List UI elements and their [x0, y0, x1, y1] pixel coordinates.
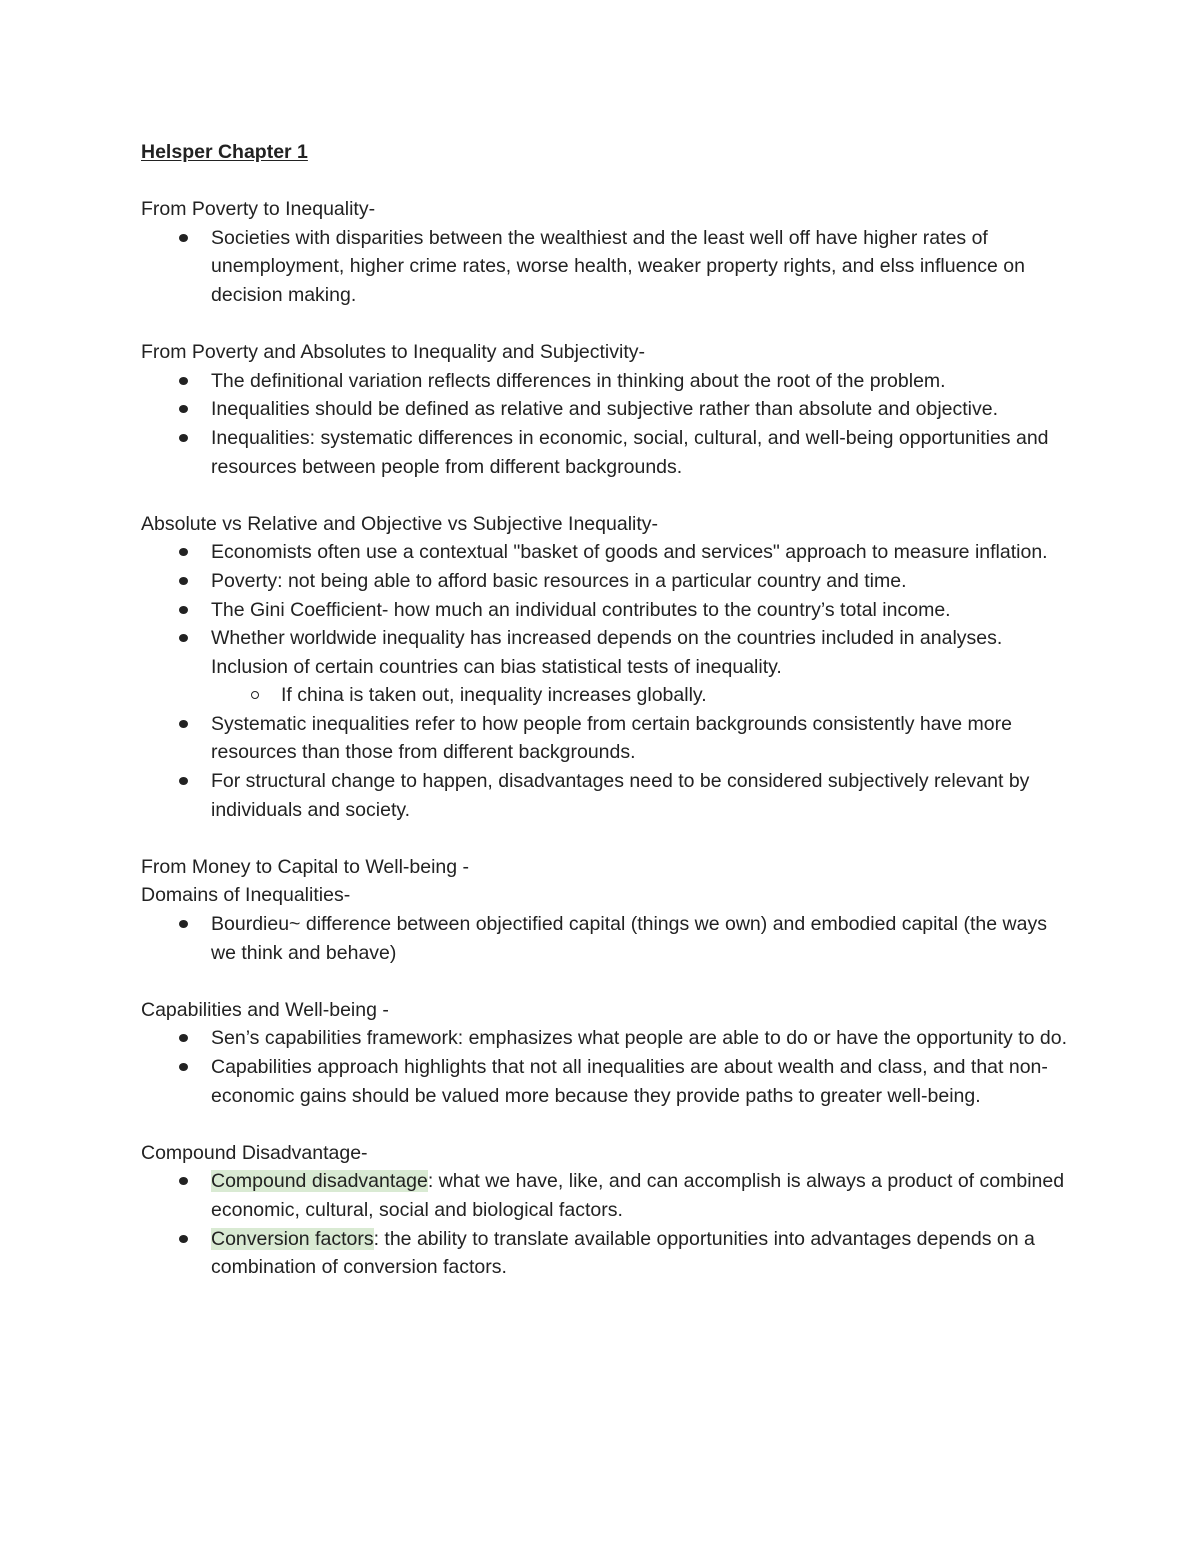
bullet-list — [141, 367, 1071, 481]
list-item-text: Inequalities: systematic differences in economic, social, cultural, and well-being opportunities and resources between people from different backgrounds. — [211, 426, 1049, 478]
spacer — [141, 967, 1071, 996]
bullet-icon — [179, 405, 188, 413]
section-heading: From Poverty to Inequality- — [141, 198, 376, 221]
list-item-text: Inequalities should be defined as relative and subjective rather than absolute and objective. — [211, 398, 999, 421]
bullet-icon — [179, 720, 188, 728]
list-item-text: Sen’s capabilities framework: emphasizes what people are able to do or have the opportunity to do. — [211, 1027, 1067, 1050]
document-page — [141, 138, 1071, 1282]
spacer — [141, 481, 1071, 510]
list-item — [141, 1167, 1071, 1224]
list-item — [141, 1225, 1071, 1282]
section-heading: Capabilities and Well-being - — [141, 998, 389, 1021]
document-title: Helsper Chapter 1 — [141, 141, 308, 163]
list-item-text: Societies with disparities between the wealthiest and the least well off have higher rates of unemployment, higher crime rates, worse health, weaker property rights, and elss influence on decision making. — [211, 226, 1025, 306]
list-item — [141, 567, 1071, 596]
list-item — [141, 1024, 1071, 1053]
bullet-list — [141, 1024, 1071, 1110]
bullet-icon — [179, 1177, 188, 1185]
bullet-icon — [179, 634, 188, 642]
section-absolutes-to-subjectivity — [141, 338, 1071, 481]
spacer — [141, 1110, 1071, 1139]
list-item-text: : the ability to translate available opportunities into advantages depends on a combination of conversion factors. — [211, 1227, 1035, 1279]
list-item-text: The definitional variation reflects differences in thinking about the root of the problem. — [211, 369, 946, 392]
list-item — [141, 1053, 1071, 1110]
bullet-list — [141, 224, 1071, 310]
list-item-text: For structural change to happen, disadvantages need to be considered subjectively relevant by individuals and society. — [211, 770, 1030, 821]
bullet-icon — [179, 920, 188, 928]
highlighted-term: Conversion factors — [211, 1227, 374, 1250]
bullet-icon — [179, 434, 188, 442]
spacer — [141, 167, 1071, 196]
section-absolute-vs-relative — [141, 510, 1071, 825]
bullet-icon — [179, 234, 188, 242]
list-item — [141, 596, 1071, 625]
spacer — [141, 310, 1071, 339]
list-item-text: Poverty: not being able to afford basic resources in a particular country and time. — [211, 569, 907, 592]
section-poverty-to-inequality — [141, 195, 1071, 309]
list-item — [141, 367, 1071, 396]
bullet-icon — [179, 606, 188, 614]
list-item-text: Bourdieu~ difference between objectified capital (things we own) and embodied capital (the ways we think and behave) — [211, 913, 1047, 964]
list-item — [141, 767, 1071, 824]
list-item-text: Systematic inequalities refer to how people from certain backgrounds consistently have more resources than those from different backgrounds. — [211, 712, 1012, 764]
section-money-to-capital — [141, 853, 1071, 967]
list-item-text: The Gini Coefficient- how much an individual contributes to the country’s total income. — [211, 598, 951, 621]
list-item-text: Economists often use a contextual "basket of goods and services" approach to measure inflation. — [211, 541, 1048, 564]
list-item — [141, 538, 1071, 567]
sub-bullet-list — [211, 681, 1071, 710]
bullet-list — [141, 538, 1071, 824]
sub-list-item-text: If china is taken out, inequality increases globally. — [281, 684, 707, 707]
list-item — [141, 624, 1071, 710]
list-item — [141, 395, 1071, 424]
hollow-bullet-icon — [251, 691, 259, 699]
section-heading: From Poverty and Absolutes to Inequality and Subjectivity- — [141, 341, 646, 364]
section-capabilities — [141, 996, 1071, 1110]
list-item — [141, 910, 1071, 967]
sub-list-item — [211, 681, 1071, 710]
section-heading: From Money to Capital to Well-being - — [141, 855, 470, 878]
section-compound-disadvantage — [141, 1139, 1071, 1282]
bullet-list — [141, 1167, 1071, 1281]
list-item — [141, 424, 1071, 481]
list-item-text: : what we have, like, and can accomplish is always a product of combined economic, cultural, social and biological factors. — [211, 1170, 1065, 1221]
list-item-text: Whether worldwide inequality has increased depends on the countries included in analyses. Inclusion of certain countries can bias statistical tests of inequality. — [211, 627, 1003, 678]
list-item — [141, 710, 1071, 767]
bullet-icon — [179, 1063, 188, 1071]
spacer — [141, 824, 1071, 853]
bullet-icon — [179, 1034, 188, 1042]
section-subheading: Domains of Inequalities- — [141, 884, 351, 907]
bullet-icon — [179, 777, 188, 785]
bullet-icon — [179, 1235, 188, 1243]
bullet-icon — [179, 377, 188, 385]
section-heading: Compound Disadvantage- — [141, 1141, 368, 1164]
bullet-icon — [179, 548, 188, 556]
section-heading: Absolute vs Relative and Objective vs Subjective Inequality- — [141, 512, 659, 535]
bullet-icon — [179, 577, 188, 585]
list-item-text: Capabilities approach highlights that not all inequalities are about wealth and class, and that non-economic gains should be valued more because they provide paths to greater well-being. — [211, 1056, 1048, 1107]
list-item — [141, 224, 1071, 310]
highlighted-term: Compound disadvantage — [211, 1170, 428, 1193]
bullet-list — [141, 910, 1071, 967]
